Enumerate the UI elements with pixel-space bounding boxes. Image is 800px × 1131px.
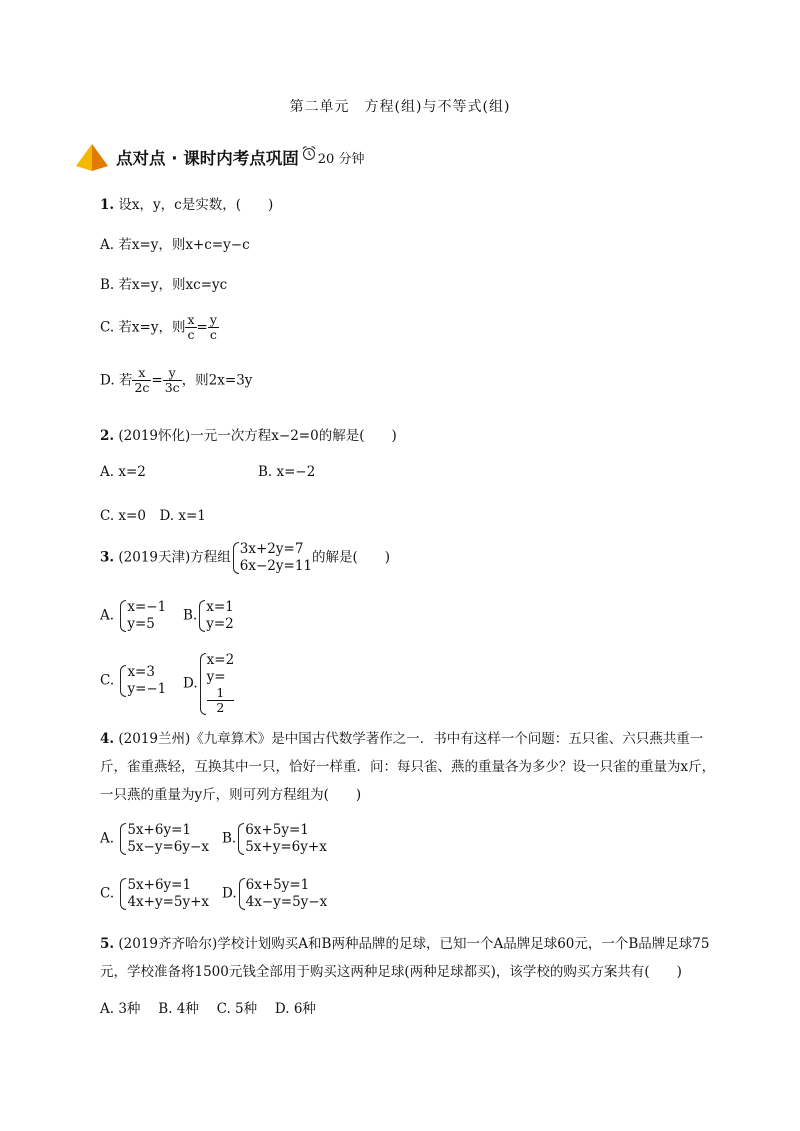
q2-option-b: B. x=−2 [258,464,316,480]
fraction: $\frac{x}{c}$ [187,312,195,343]
equation-system: x=1 y=2 [197,599,234,633]
fraction: $\frac{y}{3c}$ [164,365,180,396]
time-limit: 20 分钟 [317,151,365,167]
q5-options: A. 3种 B. 4种 C. 5种 D. 6种 [100,1001,316,1017]
q4-option-c: C. 5x+6y=1 4x+y=5y+x [100,877,210,910]
q1-option-b: B. 若x=y，则xc=yc [100,277,228,293]
equation-system: 6x+5y=1 5x+y=6y+x [236,822,327,856]
q5-text: (2019齐齐哈尔)学校计划购买A和B两种品牌的足球，已知一个A品牌足球60元，一个B品牌足球75元，学校准备将1500元钱全部用于购买这两种足球(两种足球都买)，该学校的购买方案共有( ) [100,936,710,980]
equation-system: 6x+5y=1 4x−y=5y−x [237,877,328,911]
equation-system: 5x+6y=1 5x−y=6y−x [118,822,209,856]
equation-system: x=−1 y=5 [118,599,166,633]
equation-system: 5x+6y=1 4x+y=5y+x [118,877,209,911]
q1-stem [100,193,273,213]
equation-system: x=3 y=−1 [118,664,166,698]
q1-option-c: C. 若x=y，则 $\frac{x}{c}$ = $\frac{y}{c}$ [100,312,217,343]
alarm-clock-icon [301,145,317,161]
q3-option-c: C. x=3 y=−1 [100,664,167,697]
pyramid-icon [74,142,110,172]
fraction: 1 2 [207,686,235,716]
q3-option-a: A. x=−1 y=5 [100,599,167,632]
q3-option-b: B. x=1 y=2 [183,599,234,632]
q5-stem [100,930,720,986]
page-header: 第二单元 方程(组)与不等式(组) [289,99,511,115]
q4-stem [100,725,720,809]
q4-option-a: A. 5x+6y=1 5x−y=6y−x [100,822,209,855]
section-title: 点对点 · 课时内考点巩固 [116,149,299,168]
q2-option-cd: C. x=0 D. x=1 [100,508,206,524]
q1-option-a: A. 若x=y，则x+c=y−c [100,237,250,253]
fraction: $\frac{x}{2c}$ [134,365,150,396]
q3-number: 3. [100,549,115,566]
q2-number: 2. [100,428,115,444]
q5-number: 5. [100,936,115,952]
q2-text: (2019怀化)一元一次方程x−2=0的解是( ) [118,428,397,444]
q4-text: (2019兰州)《九章算术》是中国古代数学著作之一．书中有这样一个问题：五只雀、六只燕共重一斤，雀重燕轻，互换其中一只，恰好一样重．问：每只雀、燕的重量各为多少？设一只雀的重量为x斤，一只燕的重量为y斤，则可列方程组为( ) [100,731,716,803]
q3-option-d: D. x=2 y= 1 2 [183,652,235,716]
q3-stem: 3. (2019天津)方程组 3x+2y=7 6x−2y=11 的解是( ) [100,541,391,574]
fraction: $\frac{y}{c}$ [209,312,217,343]
q1-option-d: D. 若 $\frac{x}{2c}$ = $\frac{y}{3c}$ ，则2x=3y [100,365,253,396]
q1-text: 设x，y，c是实数，( ) [118,197,274,213]
section-heading [74,140,364,174]
equation-system: 3x+2y=7 6x−2y=11 [231,541,312,575]
q1-number: 1. [100,197,115,213]
q4-option-d: D. 6x+5y=1 4x−y=5y−x [222,877,328,910]
q4-number: 4. [100,731,115,747]
equation-system: x=2 y= 1 2 [198,652,235,716]
q4-option-b: B. 6x+5y=1 5x+y=6y+x [222,822,327,855]
q2-option-a: A. x=2 [100,464,146,480]
q2-stem [100,424,397,444]
